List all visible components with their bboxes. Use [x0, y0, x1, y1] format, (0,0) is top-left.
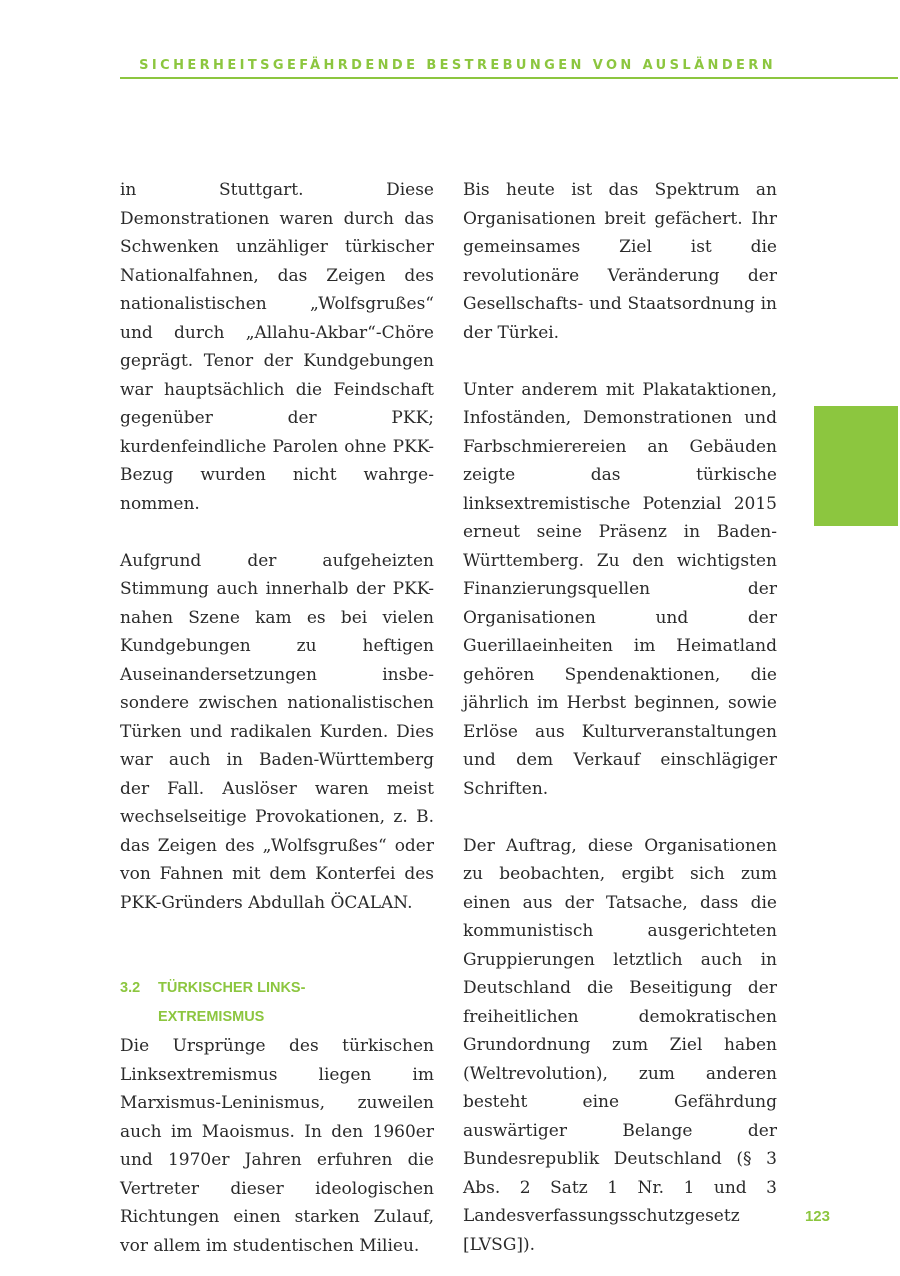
body-paragraph: Der Auftrag, diese Organisationen zu beobachten, ergibt sich zum einen aus der Tatsache, dass die kommunistisch ausgerichteten Gruppierungen letztlich auch in Deutschland die Beseitigung der freiheitlichen demokratischen Grundordnung zum Ziel haben (Weltrevolution), zum anderen besteht eine Gefährdung auswärtiger Belange der Bundesrepublik Deutschland (§ 3 Abs. 2 Satz 1 Nr. 1 und 3 Landesverfassungsschutzgesetz [LVSG]).	[463, 835, 777, 1255]
section-number: 3.2	[120, 980, 141, 996]
page-number: 123	[804, 1208, 830, 1225]
chapter-tab-marker	[814, 406, 898, 526]
right-column	[463, 176, 777, 1259]
body-paragraph: Bis heute ist das Spektrum an Organisationen breit gefächert. Ihr gemeinsames Ziel ist die revolutionäre Veränderung der Gesellschafts- und Staatsordnung in der Türkei.	[463, 180, 777, 343]
paragraph-spacer	[463, 347, 777, 376]
section-heading	[120, 974, 434, 1032]
paragraph-spacer	[120, 518, 434, 547]
body-paragraph: Aufgrund der aufgeheizten Stimmung auch innerhalb der PKK-nahen Szene kam es bei vielen Kundgebungen zu heftigen Auseinandersetzungen insbesondere zwischen nationalistischen Türken und radikalen Kurden. Dies war auch in Baden-Württemberg der Fall. Auslöser waren meist wechselseitige Provokationen, z. B. das Zeigen des „Wolfsgrußes“ oder von Fahnen mit dem Konterfei des PKK-Gründers Abdullah ÖCALAN.	[120, 550, 434, 913]
body-paragraph: Die Ursprünge des türkischen Linksextremismus liegen im Marxismus-Leninismus, zuweilen auch im Maoismus. In den 1960er und 1970er Jahren erfuhren die Vertreter dieser ideologischen Richtungen einen starken Zulauf, vor allem im studentischen Milieu.	[120, 1036, 434, 1256]
header-rule	[120, 77, 898, 79]
body-paragraph: Unter anderem mit Plakataktionen, Infoständen, Demonstrationen und Farbschmierereien an Gebäuden zeigte das türkische linksextremistische Potenzial 2015 erneut seine Präsenz in Baden-Württemberg. Zu den wichtigsten Finanzierungsquellen der Organisationen und der Guerillaeinheiten im Heimatland gehören Spendenaktionen, die jährlich im Herbst beginnen, sowie Erlöse aus Kulturveranstaltungen und dem Verkauf einschlägiger Schriften.	[463, 379, 777, 799]
left-column	[120, 176, 434, 1260]
section-title: TÜRKISCHER LINKS- EXTREMISMUS	[158, 980, 306, 1025]
body-paragraph: in Stuttgart. Diese Demonstrationen waren durch das Schwenken unzähliger türkischer Nationalfahnen, das Zeigen des nationalistischen „Wolfsgrußes“ und durch „Allahu-Akbar“-Chöre geprägt. Tenor der Kundgebungen war hauptsächlich die Feindschaft gegenüber der PKK; kurdenfeindliche Parolen ohne PKK-Bezug wurden nicht wahrgenommen.	[120, 180, 434, 514]
paragraph-spacer	[463, 803, 777, 832]
running-header: SICHERHEITSGEFÄHRDENDE BESTREBUNGEN VON AUSLÄNDERN	[139, 58, 776, 73]
section-spacer	[120, 917, 434, 974]
